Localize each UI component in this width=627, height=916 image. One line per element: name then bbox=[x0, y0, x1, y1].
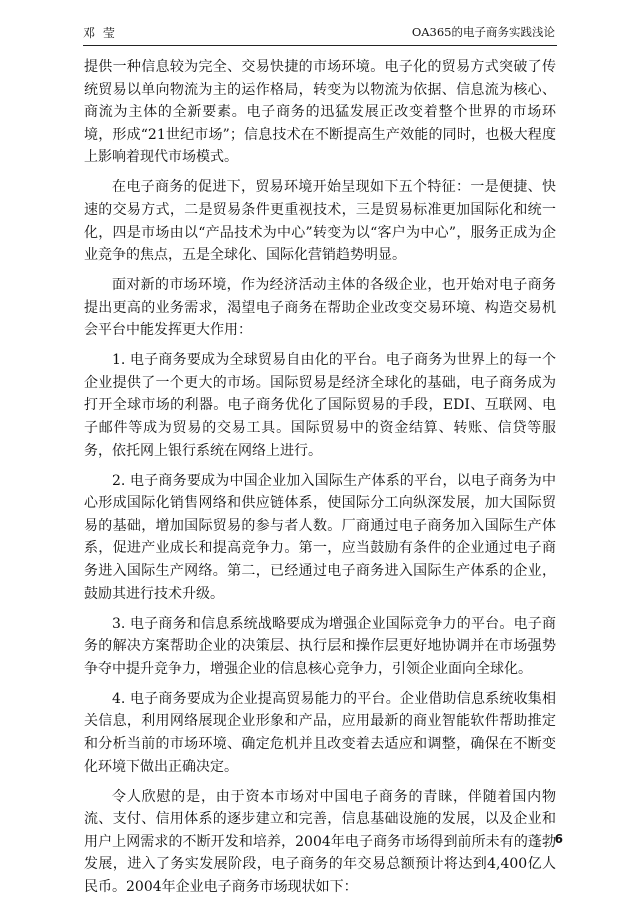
paragraph-enterprise-needs: 面对新的市场环境，作为经济活动主体的各级企业，也开始对电子商务提出更高的业务需求，渴望电子商务在帮助企业改变交易环境、构造交易机会平台中能发挥更大作用： bbox=[84, 277, 556, 339]
paragraph-point-4: 4. 电子商务要成为企业提高贸易能力的平台。企业借助信息系统收集相关信息，利用网络展现企业形象和产品，应用最新的商业智能软件帮助推定和分析当前的市场环境、确定危机并且改变着去适应和调整，确保在不断变化环境下做出正确决定。 bbox=[84, 690, 556, 775]
paragraph-continuation: 提供一种信息较为完全、交易快捷的市场环境。电子化的贸易方式突破了传统贸易以单向物流为主的运作格局，转变为以物流为依据、信息流为核心、商流为主体的全新要素。电子商务的迅猛发展正改变着整个世界的市场环境，形成“21世纪市场”；信息技术在不断提高生产效能的同时，也极大程度上影响着现代市场模式。 bbox=[84, 59, 556, 166]
paragraph-point-1: 1. 电子商务要成为全球贸易自由化的平台。电子商务为世界上的每一个企业提供了一个更大的市场。国际贸易是经济全球化的基础，电子商务成为打开全球市场的利器。电子商务优化了国际贸易的手段，EDI、互联网、电子邮件等成为贸易的交易工具。国际贸易中的资金结算、转账、信贷等服务，依托网上银行系统在网络上进行。 bbox=[84, 352, 556, 459]
paragraph-trade-features: 在电子商务的促进下，贸易环境开始呈现如下五个特征：一是便捷、快速的交易方式，二是贸易条件更重视技术，三是贸易标准更加国际化和统一化，四是市场由以“产品技术为中心”转变为以“客户为中心”，服务正成为企业竞争的焦点，五是全球化、国际化营销趋势明显。 bbox=[84, 179, 556, 264]
paragraph-point-3: 3. 电子商务和信息系统战略要成为增强企业国际竞争力的平台。电子商务的解决方案帮助企业的决策层、执行层和操作层更好地协调并在市场强势争夺中提升竞争力，增强企业的信息核心竞争力，引领企业面向全球化。 bbox=[84, 615, 556, 677]
header-rule bbox=[83, 45, 557, 46]
paragraph-market-2004: 令人欣慰的是，由于资本市场对中国电子商务的青睐，伴随着国内物流、支付、信用体系的逐步建立和完善，信息基础设施的发展，以及企业和用户上网需求的不断开发和培养，2004年电子商务市场得到前所未有的蓬勃发展，进入了务实发展阶段，电子商务的年交易总额预计将达到4,400亿人民币。2004年企业电子商务市场现状如下： bbox=[84, 788, 556, 895]
header-author: 邓 莹 bbox=[83, 26, 117, 40]
header-title: OA365的电子商务实践浅论 bbox=[411, 25, 555, 39]
paragraph-point-2: 2. 电子商务要成为中国企业加入国际生产体系的平台，以电子商务为中心形成国际化销售网络和供应链体系，使国际分工向纵深发展，加大国际贸易的基础，增加国际贸易的参与者人数。厂商通过电子商务加入国际生产体系，促进产业成长和提高竞争力。第一，应当鼓励有条件的企业通过电子商务进入国际生产网络。第二，已经通过电子商务进入国际生产体系的企业，鼓励其进行技术升级。 bbox=[84, 472, 556, 602]
running-header bbox=[83, 22, 555, 44]
page-number: 6 bbox=[554, 832, 563, 846]
body-text bbox=[84, 56, 556, 906]
